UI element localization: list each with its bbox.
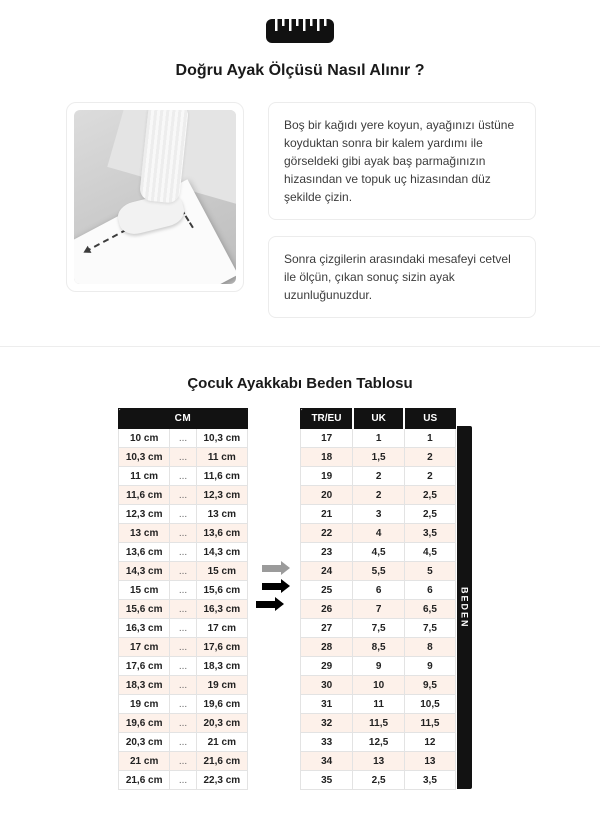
instruction-step-1 — [268, 102, 536, 220]
cm-table-row — [119, 638, 248, 657]
uk-size: 1 — [353, 429, 405, 448]
size-table-row — [301, 524, 456, 543]
cm-range-separator: ... — [170, 657, 196, 676]
uk-size: 8,5 — [353, 638, 405, 657]
cm-table-row — [119, 676, 248, 695]
tr-eu-size: 21 — [301, 505, 353, 524]
cm-to-value: 12,3 cm — [196, 486, 247, 505]
cm-table-row — [119, 505, 248, 524]
cm-from-value: 15,6 cm — [119, 600, 170, 619]
cm-from-value: 19,6 cm — [119, 714, 170, 733]
size-table-row — [301, 505, 456, 524]
tr-eu-size: 29 — [301, 657, 353, 676]
cm-range-separator: ... — [170, 752, 196, 771]
cm-table-row — [119, 619, 248, 638]
cm-table-row — [119, 448, 248, 467]
tr-eu-size: 28 — [301, 638, 353, 657]
cm-range-separator: ... — [170, 695, 196, 714]
cm-table-row — [119, 695, 248, 714]
us-size: 3,5 — [404, 771, 455, 790]
cm-range-separator: ... — [170, 562, 196, 581]
cm-from-value: 14,3 cm — [119, 562, 170, 581]
cm-table-body — [119, 429, 248, 790]
cm-from-value: 10,3 cm — [119, 448, 170, 467]
uk-size: 4,5 — [353, 543, 405, 562]
instruction-step-2-text: Sonra çizgilerin arasındaki mesafeyi cetvel ile ölçün, çıkan sonuç sizin ayak uzunluğunuzdur. — [284, 252, 511, 302]
cm-range-separator: ... — [170, 600, 196, 619]
size-table-row — [301, 752, 456, 771]
us-size: 12 — [404, 733, 455, 752]
tr-eu-size: 24 — [301, 562, 353, 581]
size-table-row — [301, 543, 456, 562]
tr-eu-size: 20 — [301, 486, 353, 505]
uk-size: 5,5 — [353, 562, 405, 581]
cm-table-row — [119, 733, 248, 752]
cm-to-value: 22,3 cm — [196, 771, 247, 790]
cm-range-separator: ... — [170, 581, 196, 600]
cm-table-row — [119, 771, 248, 790]
us-size: 2 — [404, 467, 455, 486]
cm-from-value: 21,6 cm — [119, 771, 170, 790]
uk-size: 7 — [353, 600, 405, 619]
us-size: 2 — [404, 448, 455, 467]
measurement-photo-card — [66, 102, 244, 292]
size-table-row — [301, 695, 456, 714]
cm-to-value: 11,6 cm — [196, 467, 247, 486]
right-arrow-icon — [256, 601, 275, 608]
cm-table-row — [119, 543, 248, 562]
size-table-row — [301, 676, 456, 695]
size-table-row — [301, 619, 456, 638]
tr-eu-size: 35 — [301, 771, 353, 790]
cm-range-separator: ... — [170, 429, 196, 448]
cm-to-value: 19 cm — [196, 676, 247, 695]
cm-range-separator: ... — [170, 638, 196, 657]
cm-to-value: 17 cm — [196, 619, 247, 638]
size-table-row — [301, 638, 456, 657]
mapping-arrows — [256, 554, 300, 619]
right-arrow-icon — [262, 583, 281, 590]
cm-from-value: 19 cm — [119, 695, 170, 714]
instruction-step-1-text: Boş bir kağıdı yere koyun, ayağınızı üstüne koyduktan sonra bir kalem yardımı ile görseldeki gibi ayak baş parmağınızın hizasından ve topuk uç hizasından düz şekilde çizin. — [284, 118, 515, 204]
us-size: 6,5 — [404, 600, 455, 619]
us-size: 9,5 — [404, 676, 455, 695]
uk-size: 9 — [353, 657, 405, 676]
cm-from-value: 21 cm — [119, 752, 170, 771]
cm-to-value: 21 cm — [196, 733, 247, 752]
cm-from-value: 13 cm — [119, 524, 170, 543]
us-size: 2,5 — [404, 486, 455, 505]
us-size: 5 — [404, 562, 455, 581]
size-table-row — [301, 733, 456, 752]
cm-table-row — [119, 752, 248, 771]
cm-to-value: 18,3 cm — [196, 657, 247, 676]
cm-table-row — [119, 562, 248, 581]
uk-size: 11 — [353, 695, 405, 714]
tr-eu-size: 17 — [301, 429, 353, 448]
cm-to-value: 21,6 cm — [196, 752, 247, 771]
size-table — [300, 408, 456, 790]
uk-size: 2,5 — [353, 771, 405, 790]
cm-range-separator: ... — [170, 676, 196, 695]
uk-size: 10 — [353, 676, 405, 695]
page-title: Doğru Ayak Ölçüsü Nasıl Alınır ? — [175, 62, 425, 79]
cm-table-row — [119, 467, 248, 486]
cm-from-value: 17 cm — [119, 638, 170, 657]
size-table-row — [301, 448, 456, 467]
size-table-header-us: US — [404, 409, 455, 429]
cm-range-separator: ... — [170, 467, 196, 486]
cm-from-value: 11 cm — [119, 467, 170, 486]
tr-eu-size: 33 — [301, 733, 353, 752]
cm-range-separator: ... — [170, 619, 196, 638]
uk-size: 6 — [353, 581, 405, 600]
cm-from-value: 12,3 cm — [119, 505, 170, 524]
cm-to-value: 20,3 cm — [196, 714, 247, 733]
cm-to-value: 13 cm — [196, 505, 247, 524]
size-table-header-tr-eu: TR/EU — [301, 409, 353, 429]
tr-eu-size: 26 — [301, 600, 353, 619]
cm-table-row — [119, 657, 248, 676]
cm-to-value: 19,6 cm — [196, 695, 247, 714]
us-size: 10,5 — [404, 695, 455, 714]
size-table-row — [301, 771, 456, 790]
cm-table-row — [119, 600, 248, 619]
uk-size: 2 — [353, 467, 405, 486]
us-size: 2,5 — [404, 505, 455, 524]
us-size: 9 — [404, 657, 455, 676]
us-size: 13 — [404, 752, 455, 771]
cm-from-value: 10 cm — [119, 429, 170, 448]
cm-from-value: 20,3 cm — [119, 733, 170, 752]
cm-range-separator: ... — [170, 524, 196, 543]
cm-table-row — [119, 581, 248, 600]
us-size: 6 — [404, 581, 455, 600]
cm-table-row — [119, 486, 248, 505]
cm-to-value: 15 cm — [196, 562, 247, 581]
tr-eu-size: 30 — [301, 676, 353, 695]
beden-vertical-label — [457, 426, 472, 789]
cm-from-value: 16,3 cm — [119, 619, 170, 638]
cm-table-row — [119, 429, 248, 448]
size-table-row — [301, 714, 456, 733]
cm-from-value: 15 cm — [119, 581, 170, 600]
cm-range-separator: ... — [170, 448, 196, 467]
size-table-header-uk: UK — [353, 409, 405, 429]
tr-eu-size: 27 — [301, 619, 353, 638]
cm-range-separator: ... — [170, 505, 196, 524]
uk-size: 13 — [353, 752, 405, 771]
cm-table-row — [119, 714, 248, 733]
cm-to-value: 11 cm — [196, 448, 247, 467]
us-size: 11,5 — [404, 714, 455, 733]
cm-to-value: 14,3 cm — [196, 543, 247, 562]
cm-to-value: 13,6 cm — [196, 524, 247, 543]
uk-size: 7,5 — [353, 619, 405, 638]
instruction-steps — [268, 102, 536, 318]
tr-eu-size: 22 — [301, 524, 353, 543]
cm-range-separator: ... — [170, 771, 196, 790]
size-table-row — [301, 429, 456, 448]
tr-eu-size: 18 — [301, 448, 353, 467]
uk-size: 3 — [353, 505, 405, 524]
cm-from-value: 18,3 cm — [119, 676, 170, 695]
size-table-row — [301, 657, 456, 676]
uk-size: 2 — [353, 486, 405, 505]
size-table-row — [301, 562, 456, 581]
ruler-icon — [0, 16, 600, 46]
uk-size: 12,5 — [353, 733, 405, 752]
cm-to-value: 17,6 cm — [196, 638, 247, 657]
cm-range-separator: ... — [170, 733, 196, 752]
section-divider — [0, 346, 600, 347]
us-size: 4,5 — [404, 543, 455, 562]
uk-size: 1,5 — [353, 448, 405, 467]
right-arrow-icon — [262, 565, 281, 572]
size-table-row — [301, 486, 456, 505]
cm-from-value: 13,6 cm — [119, 543, 170, 562]
cm-range-separator: ... — [170, 714, 196, 733]
cm-from-value: 17,6 cm — [119, 657, 170, 676]
foot-measurement-photo — [74, 110, 236, 284]
cm-range-separator: ... — [170, 543, 196, 562]
cm-to-value: 15,6 cm — [196, 581, 247, 600]
size-table-row — [301, 467, 456, 486]
instruction-step-2 — [268, 236, 536, 318]
tr-eu-size: 25 — [301, 581, 353, 600]
cm-table — [118, 408, 248, 790]
uk-size: 11,5 — [353, 714, 405, 733]
size-table-row — [301, 581, 456, 600]
how-to-measure-section — [0, 102, 600, 318]
size-table-row — [301, 600, 456, 619]
size-table-title: Çocuk Ayakkabı Beden Tablosu — [187, 375, 413, 392]
tr-eu-size: 34 — [301, 752, 353, 771]
uk-size: 4 — [353, 524, 405, 543]
size-guide-page — [0, 16, 600, 810]
tr-eu-size: 23 — [301, 543, 353, 562]
us-size: 1 — [404, 429, 455, 448]
us-size: 8 — [404, 638, 455, 657]
size-tables-section — [0, 408, 600, 810]
cm-range-separator: ... — [170, 486, 196, 505]
cm-table-row — [119, 524, 248, 543]
us-size: 7,5 — [404, 619, 455, 638]
us-size: 3,5 — [404, 524, 455, 543]
cm-to-value: 16,3 cm — [196, 600, 247, 619]
beden-label-text: BEDEN — [459, 586, 470, 629]
size-table-body — [301, 429, 456, 790]
tr-eu-size: 32 — [301, 714, 353, 733]
cm-table-header: CM — [119, 409, 248, 429]
cm-to-value: 10,3 cm — [196, 429, 247, 448]
cm-from-value: 11,6 cm — [119, 486, 170, 505]
tr-eu-size: 19 — [301, 467, 353, 486]
tr-eu-size: 31 — [301, 695, 353, 714]
